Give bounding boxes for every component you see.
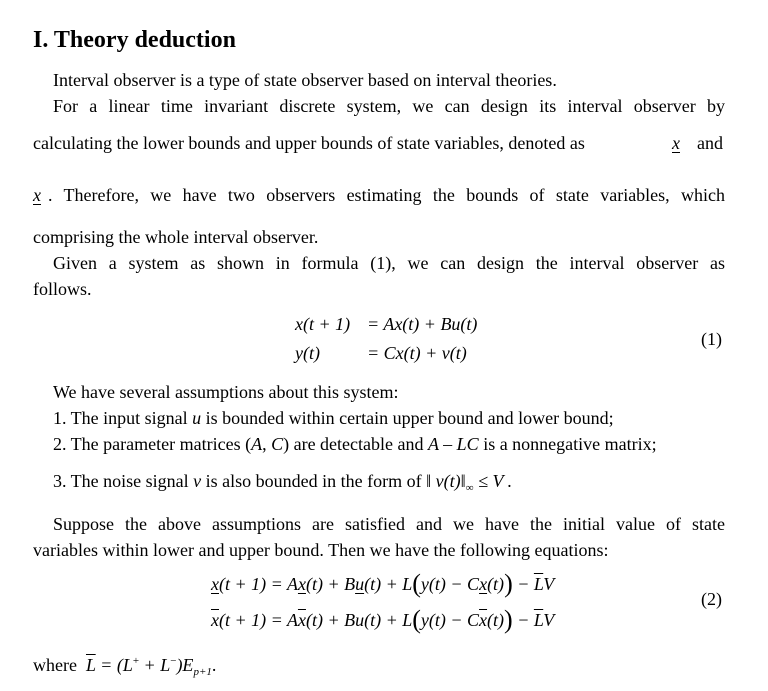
paragraph-suppose-line2: variables within lower and upper bound. Then we have the following equations: [33,540,609,560]
assumption-3: 3. The noise signal v is also bounded in the form of ‖ $v(t)‖_\infty \le V$ . [53,471,513,494]
eq2-row2: $\overline{x}(t + 1) = A\overline{x}(t) + Bu(t) + L(y(t) - C\overline{x}(t)) - \overline{L}V$ [211,605,555,634]
word-and: and [697,133,723,153]
eq1-row1-rhs: = Ax(t) + Bu(t) [367,314,478,334]
eq2-row1: $x(t + 1) = Ax(t) + Bu(t) + L(y(t) - Cx(t)) - \overline{L}V$ [211,569,555,598]
paragraph-given-system-line2: follows. [33,279,92,299]
paragraph-intro: Interval observer is a type of state observer based on interval theories. [53,70,557,90]
section-heading: I. Theory deduction [33,27,236,53]
eq1-row2-rhs: = Cx(t) + v(t) [367,343,467,363]
assumption-1: 1. The input signal u is bounded within certain upper bound and lower bound; [53,408,614,428]
eq1-number: (1) [701,329,722,349]
paragraph-given-system-line1: Given a system as shown in formula (1), we can design the interval observer as [53,253,725,273]
assumptions-intro: We have several assumptions about this system: [53,382,399,402]
paragraph-linear-system-line2: calculating the lower bounds and upper bounds of state variables, denoted as [33,133,585,153]
eq1-row1-lhs: x(t + 1) [295,314,351,334]
paragraph-suppose-line1: Suppose the above assumptions are satisfied and we have the initial value of state [53,514,725,534]
var-lower-bound: x [672,133,680,153]
eq1-row2-lhs: y(t) [295,343,320,363]
var-upper-bound: x [33,185,41,205]
where-clause: where $\overline{L} = (L^+ + L^-)E_{p+1}$. [33,655,217,678]
eq2-number: (2) [701,589,722,609]
paragraph-linear-system-line1: For a linear time invariant discrete system, we can design its interval observer by [53,96,725,116]
assumption-2: 2. The parameter matrices (A, C) are detectable and A – LC is a nonnegative matrix; [53,434,657,454]
paragraph-linear-system-line4: comprising the whole interval observer. [33,227,319,247]
paragraph-linear-system-line3: . Therefore, we have two observers estimating the bounds of state variables, which [48,185,725,205]
